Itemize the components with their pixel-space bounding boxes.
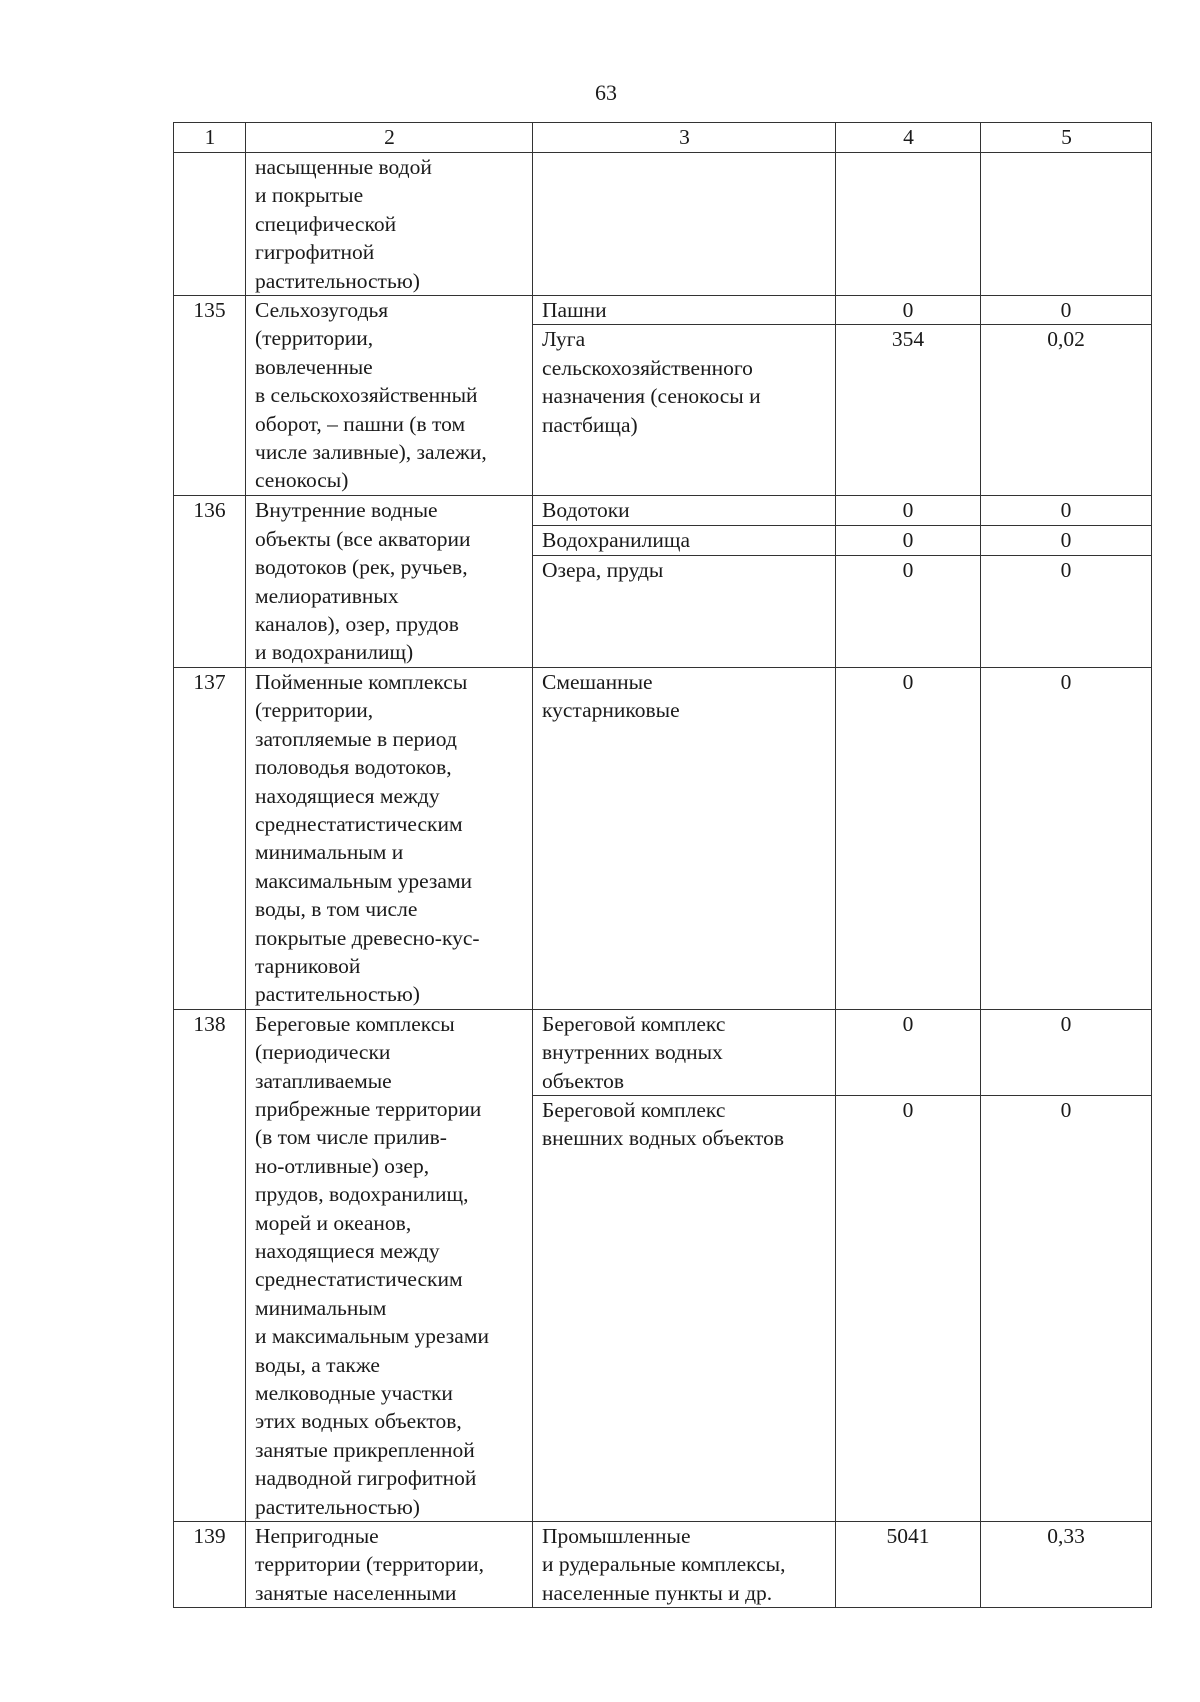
category-cell: Пойменные комплексы (территории, затопляемые в период половодья водотоков, находящиеся между среднестатистическим минимальным и максимальным урезами воды, в том числе покрытые древесно-кус- тарниковой растительностью)	[246, 667, 533, 1009]
value-cell: 0	[981, 555, 1152, 667]
value-cell: 0,02	[981, 325, 1152, 496]
type-cell: Промышленные и рудеральные комплексы, населенные пункты и др.	[533, 1522, 836, 1608]
type-cell: Пашни	[533, 296, 836, 325]
value-cell: 5041	[836, 1522, 981, 1608]
column-header: 1	[174, 123, 246, 153]
value-cell: 0	[836, 555, 981, 667]
value-cell: 0	[836, 496, 981, 526]
column-header: 3	[533, 123, 836, 153]
value-cell: 0	[981, 667, 1152, 1009]
type-cell: Береговой комплекс внутренних водных объектов	[533, 1009, 836, 1095]
value-cell: 0	[836, 667, 981, 1009]
table-row	[174, 496, 1152, 526]
table-row	[174, 1522, 1152, 1608]
header-row	[174, 123, 1152, 153]
value-cell: 0	[981, 296, 1152, 325]
table-row	[174, 1009, 1152, 1095]
data-table	[173, 122, 1152, 1608]
type-cell: Береговой комплекс внешних водных объектов	[533, 1095, 836, 1521]
category-cell: Сельхозугодья (территории, вовлеченные в сельскохозяйственный оборот, – пашни (в том числе заливные), залежи, сенокосы)	[246, 296, 533, 496]
value-cell: 0	[836, 296, 981, 325]
type-cell: Водохранилища	[533, 526, 836, 556]
type-cell: Водотоки	[533, 496, 836, 526]
value-cell: 0	[981, 1095, 1152, 1521]
value-cell: 0	[981, 1009, 1152, 1095]
page-number: 63	[595, 80, 617, 105]
row-number: 135	[174, 296, 246, 496]
value-cell: 0	[836, 1095, 981, 1521]
table-row	[174, 296, 1152, 325]
column-header: 5	[981, 123, 1152, 153]
type-cell: Луга сельскохозяйственного назначения (сенокосы и пастбища)	[533, 325, 836, 496]
column-header: 4	[836, 123, 981, 153]
type-cell: Озера, пруды	[533, 555, 836, 667]
value-cell: 354	[836, 325, 981, 496]
category-cell: Внутренние водные объекты (все акватории водотоков (рек, ручьев, мелиоративных каналов), озер, прудов и водохранилищ)	[246, 496, 533, 667]
row-number: 139	[174, 1522, 246, 1608]
value-cell: 0	[836, 526, 981, 556]
table-row	[174, 153, 1152, 296]
category-cell: Береговые комплексы (периодически затапливаемые прибрежные территории (в том числе прилив- но-отливные) озер, прудов, водохранилищ, морей и океанов, находящиеся между среднестатистическим минимальным и максимальным урезами воды, а также мелководные участки этих водных объектов, занятые прикрепленной надводной гигрофитной растительностью)	[246, 1009, 533, 1521]
column-header: 2	[246, 123, 533, 153]
value-cell: 0	[981, 496, 1152, 526]
row-number: 138	[174, 1009, 246, 1521]
continuation-text: насыщенные водой и покрытые специфической гигрофитной растительностью)	[246, 153, 533, 296]
value-cell: 0,33	[981, 1522, 1152, 1608]
row-number: 136	[174, 496, 246, 667]
type-cell: Смешанные кустарниковые	[533, 667, 836, 1009]
row-number: 137	[174, 667, 246, 1009]
value-cell: 0	[836, 1009, 981, 1095]
table-row	[174, 667, 1152, 1009]
category-cell: Непригодные территории (территории, занятые населенными	[246, 1522, 533, 1608]
value-cell: 0	[981, 526, 1152, 556]
